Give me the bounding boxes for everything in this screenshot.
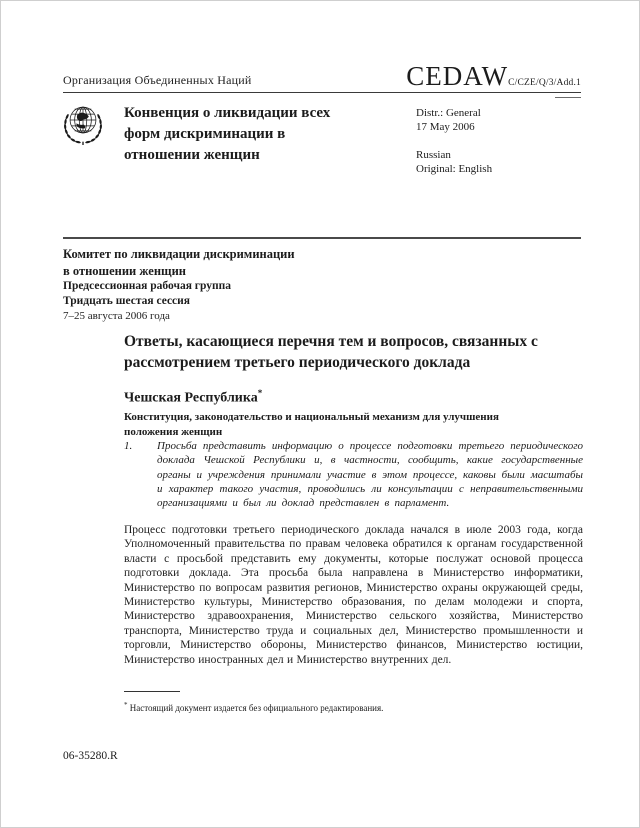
session-number: Тридцать шестая сессия — [63, 295, 190, 307]
symbol-ref-underline — [555, 97, 581, 98]
section-divider-rule — [63, 237, 581, 239]
question-paragraph — [124, 439, 583, 510]
committee-name-line1: Комитет по ликвидации дискриминации — [63, 247, 295, 261]
footnote — [124, 699, 554, 714]
working-group: Предсессионная рабочая группа — [63, 280, 232, 292]
section-heading: Конституция, законодательство и национальный механизм для улучшения положения женщин — [124, 411, 499, 438]
country-footnote-mark: * — [257, 388, 263, 398]
committee-block — [63, 246, 295, 324]
question-text: Просьба представить информацию о процессе подготовки третьего периодического доклада Чешской Республики и, в частности, сообщить, какие государственные органы и учреждения принимали участие в этом процессе, каковы были масштабы и характер такого участия, проводились ли консультации с неправительственными организациями и был ли доклад представлен в парламент. — [157, 440, 583, 510]
country-heading — [124, 388, 262, 407]
question-number: 1. — [124, 440, 133, 452]
distr-language: Russian — [416, 149, 451, 161]
document-title: Ответы, касающиеся перечня тем и вопросов, связанных с рассмотрением третьего периодического доклада — [124, 333, 538, 371]
footnote-mark: * — [124, 701, 128, 709]
committee-name-line2: в отношении женщин — [63, 263, 186, 278]
document-number: 06-35280.R — [63, 750, 118, 762]
document-symbol — [406, 61, 581, 92]
footnote-rule — [124, 691, 180, 692]
header-rule — [63, 92, 581, 93]
answer-paragraph: Процесс подготовки третьего периодического доклада начался в июле 2003 года, когда Уполномоченный правительства по правам человека обратился к органам государственной власти с просьбой представить ему документы, которые послужат основой процесса подготовки доклада. Эта просьба была направлена в Министерство информатики, Министерство по вопросам развития регионов, Министерство охраны окружающей среды, Министерство культуры, Министерство образования, по делам молодежи и спорта, Министерство здравоохранения, Министерство сельского хозяйства, Министерство транспорта, Министерство труда и социальных дел, Министерство промышленности и торговли, Министерство обороны, Министерство финансов, Министерство юстиции, Министерство иностранных дел и Министерство внутренних дел. — [124, 524, 583, 666]
un-emblem-icon — [58, 100, 108, 155]
un-org-name: Организация Объединенных Наций — [63, 73, 252, 87]
session-dates: 7–25 августа 2006 года — [63, 310, 170, 322]
distr-original: Original: English — [416, 163, 493, 175]
footnote-text: Настоящий документ издается без официального редактирования. — [129, 703, 384, 713]
symbol-reference: C/CZE/Q/3/Add.1 — [508, 78, 581, 88]
distribution-block — [416, 106, 492, 176]
distr-type: Distr.: General — [416, 107, 481, 119]
country-name: Чешская Республика — [124, 390, 258, 406]
distr-date: 17 May 2006 — [416, 121, 475, 133]
symbol-cedaw: CEDAW — [406, 61, 509, 91]
convention-title: Конвенция о ликвидации всех форм дискриминации в отношении женщин — [124, 105, 331, 163]
distr-spacer — [416, 134, 492, 148]
